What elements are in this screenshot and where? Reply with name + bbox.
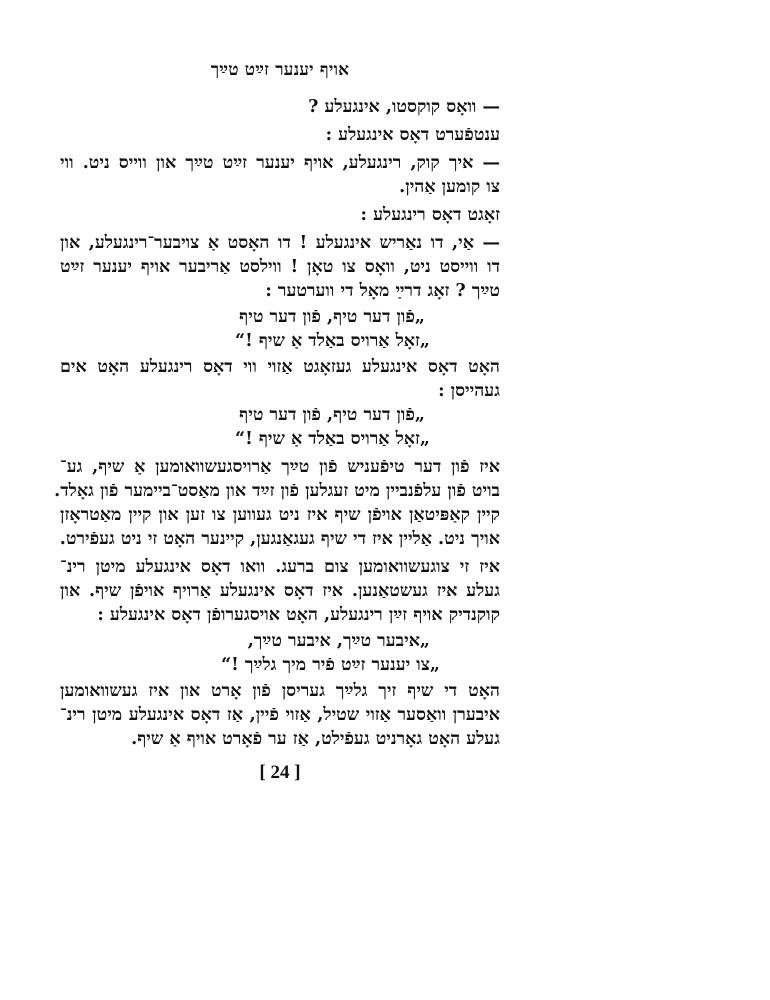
- page-number: [ 24 ]: [259, 762, 301, 783]
- verse-line: „זאָל אַרויס באַלד אַ שיף !“: [235, 331, 430, 351]
- text-line: איבערן וואַסער אַזוי שטיל, אַזוי פֿיין, אַז דאָס אינגעלע מיטן רינ־: [60, 705, 500, 725]
- verse-line: „זאָל אַרויס באַלד אַ שיף !“: [235, 429, 430, 449]
- text-line: — איך קוק, רינגעלע, אויף יענער זײַט טײַך און ווייס ניט. ווי: [60, 153, 500, 173]
- text-line: געהייסן :: [438, 381, 500, 401]
- text-line: — אַי, דו נאַריש אינגעלע ! דו האָסט אַ צויבער־רינגעלע, און: [60, 233, 500, 253]
- text-line: האָט די שיף זיך גלײַך געריסן פֿון אָרט און איז געשוואומען: [60, 681, 500, 701]
- text-line: צו קומען אַהין.: [399, 177, 500, 197]
- verse-line: „פֿון דער טיף, פֿון דער טיף: [239, 307, 425, 327]
- text-line: — וואָס קוקסטו, אינגעלע ?: [308, 97, 500, 117]
- verse-line: „צו יענער זײַט פֿיר מיך גלײַך !“: [221, 655, 440, 675]
- text-line: איז פֿון דער טיפֿעניש פֿון טײַך אַרויסגעשוואומען אַ שיף, גע־: [60, 457, 500, 477]
- verse-line: „פֿון דער טיף, פֿון דער טיף: [239, 405, 425, 425]
- text-line: איז זי צוגעשוואומען צום ברעג. וואו דאָס אינגעלע מיטן רינ־: [60, 557, 500, 577]
- text-line: קיין קאַפּיטאַן אויפֿן שיף איז ניט געווען צו זען און קיין מאַטראָזן: [60, 505, 501, 525]
- text-line: האָט דאָס אינגעלע געזאָגט אַזוי ווי דאָס רינגעלע האָט אים: [60, 357, 500, 377]
- text-line: קוקנדיק אויף זײַן רינגעלע, האָט אויסגערופֿן דאָס אינגעלע :: [97, 605, 500, 625]
- running-head: אויף יענער זײַט טײַך: [210, 60, 350, 80]
- verse-line: „איבער טײַך, איבער טײַך,: [247, 631, 430, 651]
- text-line: טײַך ? זאָג דרײַ מאָל די ווערטער :: [265, 281, 500, 301]
- text-line: אויך ניט. אַליין איז די שיף געגאַנגען, קיינער האָט זי ניט געפֿירט.: [59, 529, 500, 549]
- text-line: בויט פֿון עלפֿנביין מיט זעגלען פֿון זײַד און מאַסט־ביימער פֿון גאָלד.: [54, 481, 500, 501]
- text-line: געלע איז געשטאַנען. איז דאָס אינגעלע אַרויף אויפֿן שיף. און: [60, 581, 500, 601]
- text-line: דו ווייסט ניט, וואָס צו טאָן ! ווילסט אַריבער אויף יענער זײַט: [60, 257, 500, 277]
- text-line: געלע האָט גאָרניט געפֿילט, אַז ער פֿאָרט אויף אַ שיף.: [131, 729, 500, 749]
- text-line: זאָגט דאָס רינגעלע :: [360, 205, 500, 225]
- text-line: ענטפֿערט דאָס אינגעלע :: [325, 125, 500, 145]
